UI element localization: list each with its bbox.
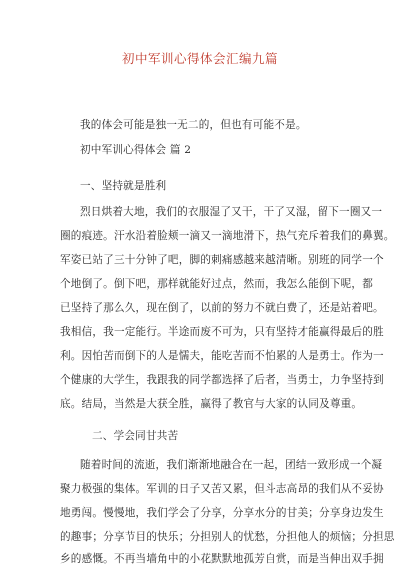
section2-line: 聚力极强的集体。军训的日子又苦又累，但斗志高昂的我们从不妥协: [60, 483, 384, 495]
section1-line: 利。因怕苦而倒下的人是懦夫，能吃苦而不怕累的人是勇士。作为一: [60, 350, 384, 362]
section1-line: 烈日烘着大地，我们的衣服湿了又干，干了又湿，留下一圈又一: [80, 206, 383, 218]
section1-line: 个地倒了。倒下吧，那样就能好过点，然而，我怎么能倒下呢，都: [60, 278, 374, 290]
section2-line: 的趣事；分享节目的快乐；分担别人的忧愁，分担他人的烦恼；分担思: [60, 531, 395, 543]
document-title: 初中军训心得体会汇编九篇: [121, 51, 278, 66]
section1-line: 圈的痕迹。汗水沿着脸颊一滴又一滴地滑下，热气充斥着我们的鼻翼。: [60, 230, 395, 242]
section2-heading: 二、学会同甘共苦: [92, 430, 179, 442]
section2-line: 地勇闯。慢慢地，我们学会了分享，分享水分的甘美；分享身边发生: [60, 507, 384, 519]
section1-line: 底。结局，当然是大获全胜，赢得了教官与大家的认同及尊重。: [60, 398, 363, 410]
section1-line: 已坚持了那么久，现在倒了，以前的努力不就白费了，还是站着吧。: [60, 302, 384, 314]
section1-heading: 一、坚持就是胜利: [80, 180, 167, 192]
subtitle-line: 初中军训心得体会 篇 2: [80, 144, 192, 156]
section1-line: 个健康的大学生，我跟我的同学都选择了后者，当勇士，力争坚持到: [60, 374, 384, 386]
section1-line: 我相信，我一定能行。半途而废不可为，只有坚持才能赢得最后的胜: [60, 326, 384, 338]
section1-line: 军姿已站了三十分钟了吧，脚的刺痛感越来越清晰。别班的同学一个: [60, 254, 384, 266]
section2-line: 乡的感慨。不再当墙角中的小花默默地孤芳自赏，而是当伸出双手拥: [60, 553, 384, 565]
section2-line: 随着时间的流逝，我们渐渐地融合在一起，团结一致形成一个凝: [80, 459, 383, 471]
intro-line: 我的体会可能是独一无二的，但也有可能不是。: [80, 119, 307, 131]
